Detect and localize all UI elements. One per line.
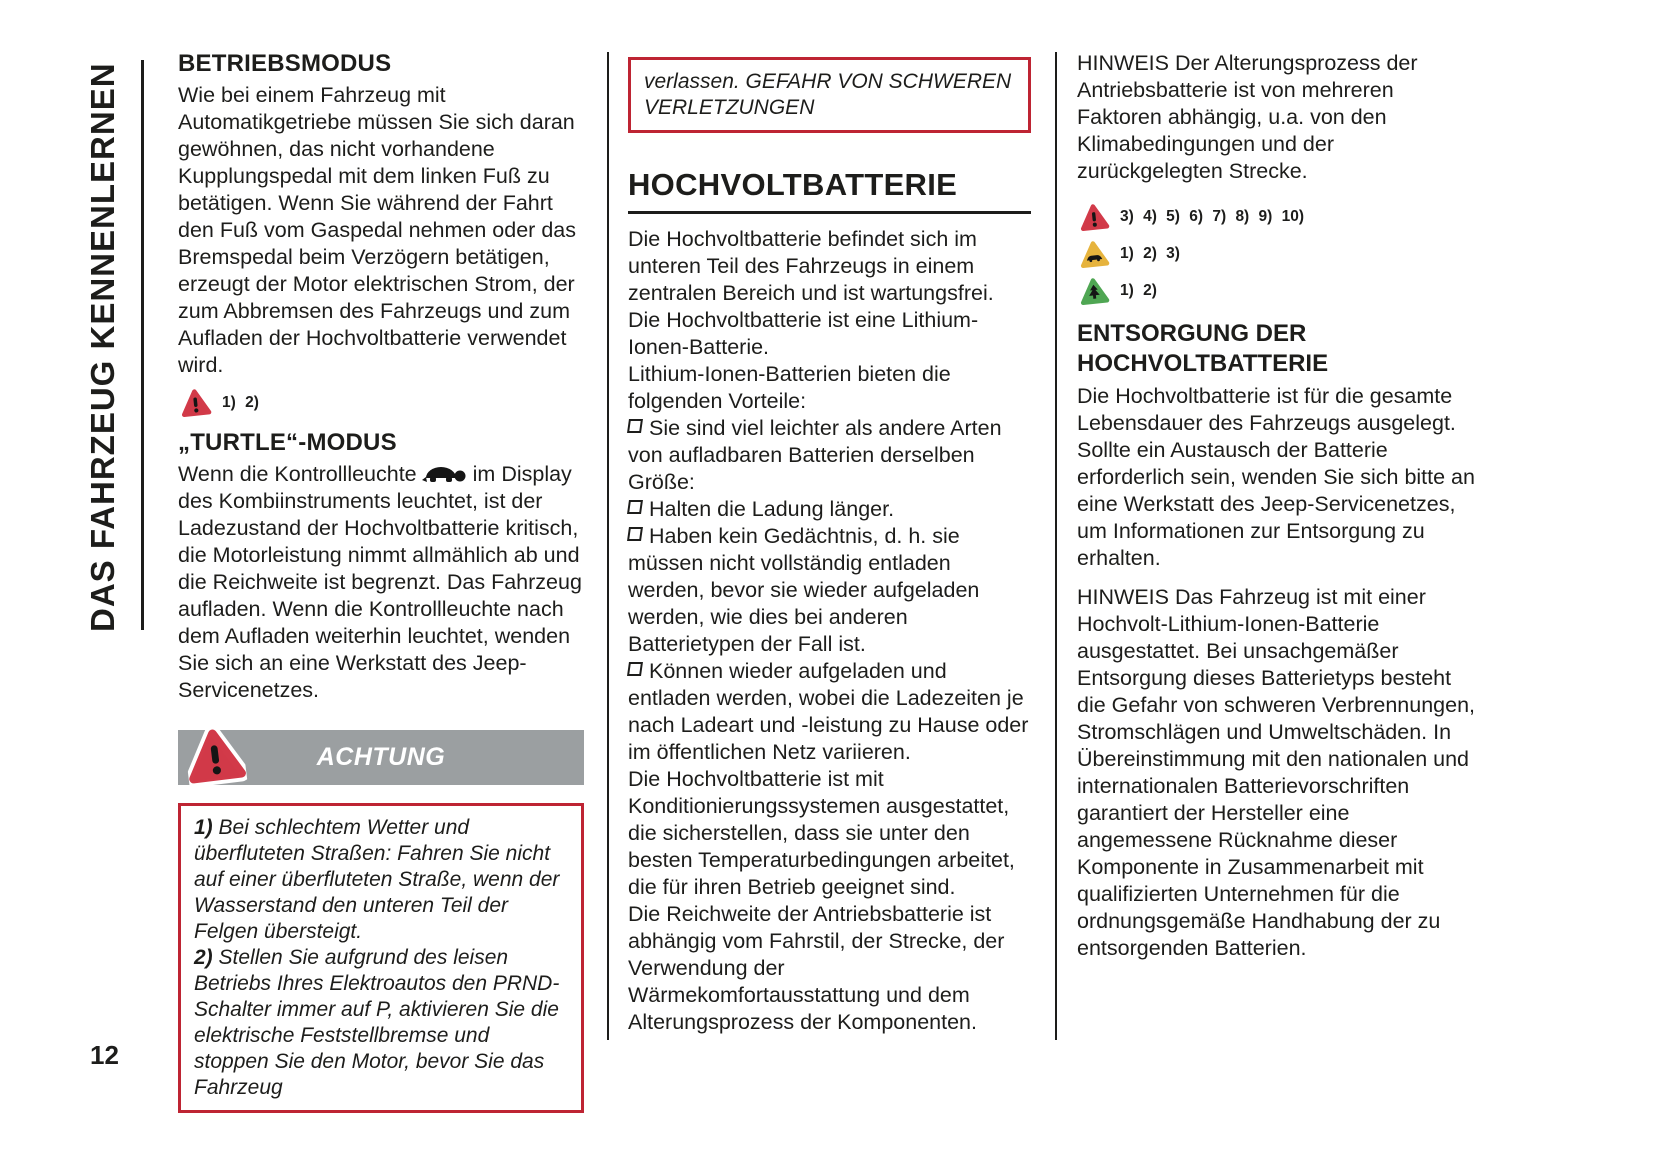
warning-text-box <box>178 803 584 1113</box>
warning-reference-list <box>1077 203 1481 305</box>
red-warning-triangle-icon <box>1078 202 1111 233</box>
bullet-text: Sie sind viel leichter als andere Arten von aufladbaren Batterien derselben Größe: <box>628 416 1002 494</box>
square-bullet-icon <box>627 419 643 433</box>
column-1 <box>178 50 584 1113</box>
warning-item <box>194 945 568 1101</box>
sidebar-rule <box>141 60 144 630</box>
section-heading-turtle-modus: „TURTLE“-MODUS <box>178 429 397 456</box>
list-item <box>628 523 1031 658</box>
yellow-car-warning-triangle-icon <box>1078 239 1111 270</box>
paragraph: HINWEIS Das Fahrzeug ist mit einer Hochvolt-Lithium-Ionen-Batterie ausgestattet. Bei unsachgemäßer Entsorgung dieses Batterietyps besteht die Gefahr von schweren Verbrennungen, Stromschlägen und Umweltschäden. In Übereinstimmung mit den nationalen und internationalen Batterievorschriften garantiert der Hersteller eine angemessene Rücknahme dieser Komponente in Zusammenarbeit mit qualifizierten Unternehmen für die ordnungsgemäße Handhabung der zu entsorgenden Batterien. <box>1077 585 1476 960</box>
paragraph: Die Hochvoltbatterie befindet sich im unteren Teil des Fahrzeugs in einem zentralen Bereich und ist wartungsfrei. Die Hochvoltbatterie ist eine Lithium-Ionen-Batterie. <box>628 227 994 359</box>
green-tree-warning-triangle-icon <box>1078 276 1111 307</box>
paragraph: Die Hochvoltbatterie ist für die gesamte Lebensdauer des Fahrzeugs ausgelegt. Sollte ein Austausch der Batterie erforderlich sein, wenden Sie sich bitte an eine Werkstatt des Jeep-Servicenetzes, um Informationen zur Entsorgung zu erhalten. <box>1077 384 1475 570</box>
section-heading-hochvoltbatterie: HOCHVOLTBATTERIE <box>628 167 1031 214</box>
paragraph: Die Hochvoltbatterie ist mit Konditionierungssystemen ausgestattet, die sicherstellen, dass sie unter den besten Temperaturbedingungen arbeitet, die für ihren Betrieb geeignet sind. <box>628 767 1015 899</box>
paragraph <box>178 461 584 704</box>
column-3 <box>1077 50 1481 962</box>
square-bullet-icon <box>627 500 643 514</box>
warning-item <box>194 815 568 945</box>
red-warning-triangle-icon <box>182 721 247 790</box>
list-item <box>628 658 1031 766</box>
paragraph-text: im Display des Kombiinstruments leuchtet, ist der Ladezustand der Hochvoltbatterie kritisch, die Motorleistung nimmt allmählich ab und die Reichweite ist begrenzt. Das Fahrzeug aufladen. Wenn die Kontrollleuchte nach dem Aufladen weiterhin leuchtet, wenden Sie sich an eine Werkstatt des Jeep-Servicenetzes. <box>178 462 582 702</box>
square-bullet-icon <box>627 527 643 541</box>
bullet-text: Haben kein Gedächtnis, d. h. sie müssen nicht vollständig entladen werden, bevor sie wieder aufgeladen werden, wie dies bei anderen Batterietypen der Fall ist. <box>628 524 980 656</box>
column-divider <box>607 52 609 1040</box>
column-divider <box>1055 52 1057 1040</box>
warning-item-text: Stellen Sie aufgrund des leisen Betriebs Ihres Elektroautos den PRND-Schalter immer auf P, aktivieren Sie die elektrische Feststellbremse und stoppen Sie den Motor, bevor Sie das Fahrzeug <box>194 946 560 1099</box>
square-bullet-icon <box>627 662 643 676</box>
warning-refs: 1) 2) <box>222 393 259 411</box>
warning-reference-row <box>1079 203 1481 231</box>
list-item <box>628 496 1031 523</box>
warning-item-number: 1) <box>194 816 213 839</box>
page-number: 12 <box>90 1040 119 1070</box>
column-2 <box>628 50 1031 1036</box>
warning-refs: 3) 4) 5) 6) 7) 8) 9) 10) <box>1120 208 1305 225</box>
paragraph: Lithium-Ionen-Batterien bieten die folgenden Vorteile: <box>628 362 951 413</box>
danger-text-box: verlassen. GEFAHR VON SCHWEREN VERLETZUNGEN <box>628 57 1031 133</box>
paragraph: HINWEIS Der Alterungsprozess der Antriebsbatterie ist von mehreren Faktoren abhängig, u.a. von den Klimabedingungen und der zurückgelegten Strecke. <box>1077 51 1418 183</box>
section-heading-entsorgung: ENTSORGUNG DER HOCHVOLTBATTERIE <box>1077 320 1329 377</box>
warning-item-number: 2) <box>194 946 213 969</box>
achtung-label: ACHTUNG <box>316 743 446 771</box>
warning-reference-row <box>1079 277 1481 305</box>
section-heading-betriebsmodus: BETRIEBSMODUS <box>178 50 392 77</box>
warning-refs: 1) 2) <box>1120 282 1157 299</box>
warning-refs: 1) 2) 3) <box>1120 245 1180 262</box>
bullet-text: Können wieder aufgeladen und entladen werden, wobei die Ladezeiten je nach Ladeart und -leistung zu Hause oder im öffentlichen Netz variieren. <box>628 659 1029 764</box>
chapter-sidebar-label: DAS FAHRZEUG KENNENLERNEN <box>84 62 121 632</box>
warning-item-text: Bei schlechtem Wetter und überfluteten Straßen: Fahren Sie nicht auf einer überfluteten Straße, wenn der Wasserstand den unteren Teil der Felgen übersteigt. <box>194 816 560 943</box>
turtle-indicator-icon <box>422 461 468 485</box>
warning-reference-row <box>1079 240 1481 268</box>
list-item <box>628 415 1031 496</box>
paragraph-text: Wenn die Kontrollleuchte <box>178 462 417 486</box>
achtung-warning-banner <box>178 730 584 785</box>
warning-reference-row <box>180 388 584 417</box>
paragraph: Wie bei einem Fahrzeug mit Automatikgetriebe müssen Sie sich daran gewöhnen, das nicht vorhandene Kupplungspedal mit dem linken Fuß zu betätigen. Wenn Sie während der Fahrt den Fuß vom Gaspedal nehmen oder das Bremspedal beim Verzögern betätigen, erzeugt der Motor elektrischen Strom, der zum Abbremsen des Fahrzeugs und zum Aufladen der Hochvoltbatterie verwendet wird. <box>178 83 576 377</box>
paragraph: Die Reichweite der Antriebsbatterie ist abhängig vom Fahrstil, der Strecke, der Verwendung der Wärmekomfortausstattung und dem Alterungsprozess der Komponenten. <box>628 902 1005 1034</box>
bullet-text: Halten die Ladung länger. <box>649 497 895 521</box>
red-warning-triangle-icon <box>179 386 213 418</box>
